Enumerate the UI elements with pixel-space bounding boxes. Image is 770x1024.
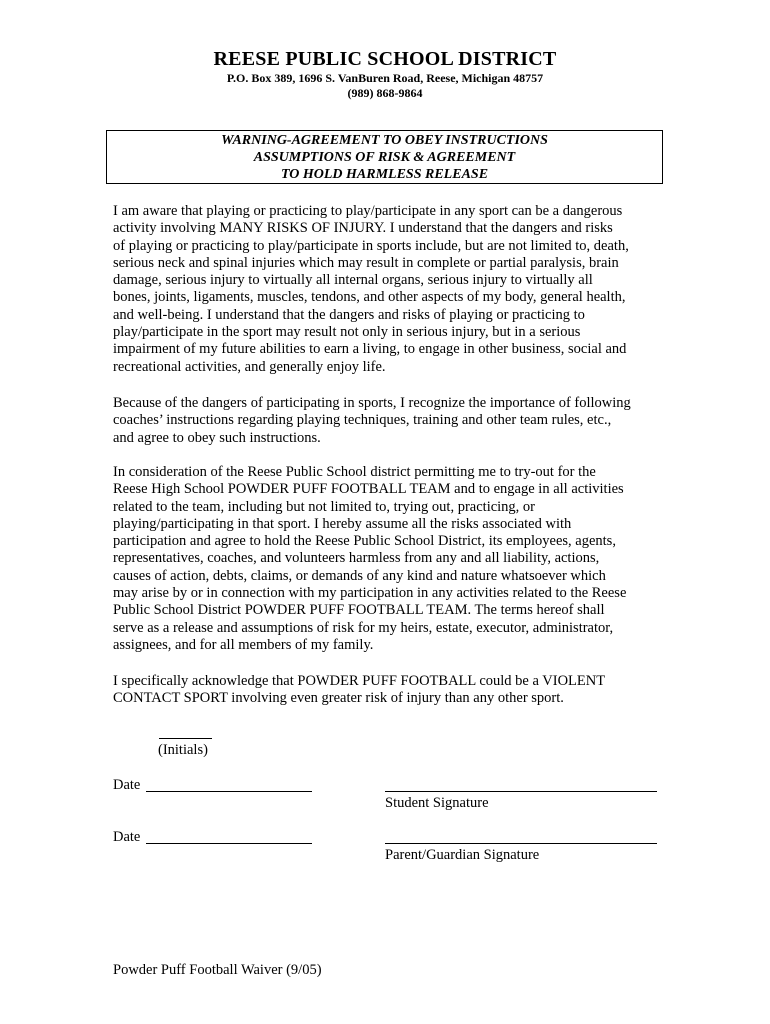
district-title: REESE PUBLIC SCHOOL DISTRICT (213, 48, 557, 70)
release-paragraph (113, 464, 673, 654)
paragraph-line: play/participate in the sport may result not only in serious injury, but in a serious (113, 324, 581, 341)
paragraph-line: assignees, and for all members of my family. (113, 636, 374, 653)
paragraph-line: In consideration of the Reese Public School district permitting me to try-out for the (113, 464, 596, 480)
paragraph-line: playing/participating in that sport. I hereby assume all the risks associated with (113, 515, 572, 532)
paragraph-line: bones, joints, ligaments, muscles, tendons, and other aspects of my body, general health, (113, 289, 626, 306)
district-address: P.O. Box 389, 1696 S. VanBuren Road, Reese, Michigan 48757 (226, 71, 544, 85)
paragraph-line: related to the team, including but not limited to, trying out, practicing, or (113, 498, 536, 515)
paragraph-line: may arise by or in connection with my participation in any activities related to the Reese (113, 585, 627, 602)
paragraph-line: serve as a release and assumptions of risk for my heirs, estate, executor, administrator, (113, 619, 614, 636)
parent-signature-label: Parent/Guardian Signature (385, 847, 540, 863)
student-signature-line[interactable] (385, 791, 657, 792)
paragraph-line: and agree to obey such instructions. (113, 429, 321, 446)
parent-signature-line[interactable] (385, 843, 657, 844)
date-label: Date (113, 777, 141, 793)
waiver-heading-box (106, 130, 663, 184)
paragraph-line: of playing or practicing to play/participate in sports include, but are not limited to, death, (113, 237, 629, 254)
paragraph-line: coaches’ instructions regarding playing techniques, training and other team rules, etc., (113, 412, 612, 429)
parent-date-line[interactable] (146, 843, 312, 844)
initials-line[interactable] (159, 738, 212, 739)
paragraph-line: serious neck and spinal injuries which may result in complete or partial paralysis, brain (113, 254, 619, 271)
paragraph-line: CONTACT SPORT involving even greater risk of injury than any other sport. (113, 690, 564, 707)
heading-line: ASSUMPTIONS OF RISK & AGREEMENT (253, 150, 516, 165)
paragraph-line: impairment of my future abilities to earn a living, to engage in other business, social and (113, 341, 627, 358)
acknowledgement-paragraph (113, 673, 673, 708)
paragraph-line: I am aware that playing or practicing to play/participate in any sport can be a dangerous (113, 203, 623, 219)
paragraph-line: Because of the dangers of participating in sports, I recognize the importance of following (113, 395, 631, 411)
student-signature-label: Student Signature (385, 795, 489, 811)
paragraph-line: recreational activities, and generally enjoy life. (113, 358, 386, 375)
date-label: Date (113, 829, 141, 845)
paragraph-line: and well-being. I understand that the dangers and risks of playing or practicing to (113, 306, 585, 323)
paragraph-line: I specifically acknowledge that POWDER PUFF FOOTBALL could be a VIOLENT (113, 673, 606, 689)
risk-paragraph (113, 203, 673, 376)
student-date-line[interactable] (146, 791, 312, 792)
footer-form-id: Powder Puff Football Waiver (9/05) (113, 962, 322, 978)
initials-label: (Initials) (158, 742, 208, 758)
paragraph-line: representatives, coaches, and volunteers harmless from any and all liability, actions, (113, 550, 600, 567)
heading-line: WARNING-AGREEMENT TO OBEY INSTRUCTIONS (221, 133, 548, 148)
paragraph-line: Public School District POWDER PUFF FOOTBALL TEAM. The terms hereof shall (113, 602, 605, 619)
paragraph-line: activity involving MANY RISKS OF INJURY. I understand that the dangers and risks (113, 220, 613, 237)
paragraph-line: participation and agree to hold the Reese Public School District, its employees, agents, (113, 533, 616, 550)
paragraph-line: Reese High School POWDER PUFF FOOTBALL TEAM and to engage in all activities (113, 481, 624, 498)
instructions-paragraph (113, 395, 673, 447)
paragraph-line: damage, serious injury to virtually all internal organs, serious injury to virtually all (113, 272, 593, 289)
district-phone: (989) 868-9864 (347, 86, 423, 100)
heading-line: TO HOLD HARMLESS RELEASE (280, 167, 489, 182)
paragraph-line: causes of action, debts, claims, or demands of any kind and nature whatsoever which (113, 567, 606, 584)
